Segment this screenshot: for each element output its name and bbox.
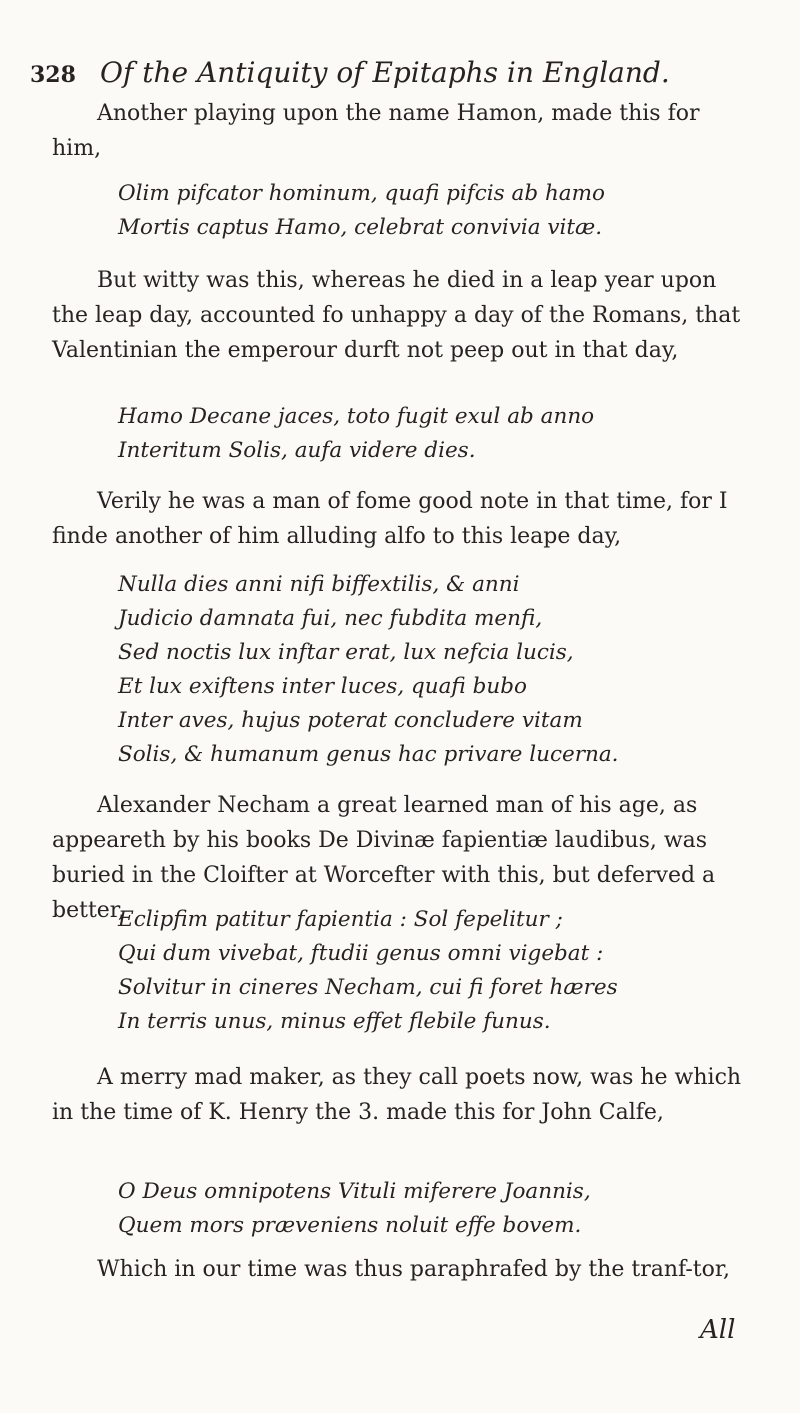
verse-line: Eclipfim patitur fapientia : Sol fepelitur ; bbox=[118, 907, 563, 932]
running-head: Of the Antiquity of Epitaphs in England. bbox=[100, 56, 670, 89]
page-number: 328 bbox=[30, 62, 76, 88]
verse-line: Sed noctis lux inftar erat, lux nefcia lucis, bbox=[118, 640, 574, 665]
verse-epitaph-3 bbox=[118, 568, 768, 772]
paragraph-text: A merry mad maker, as they call poets now, was he which in the time of K. Henry the 3. made this for John Calfe, bbox=[52, 1065, 742, 1125]
paragraph-text: Another playing upon the name Hamon, made this for him, bbox=[52, 101, 700, 161]
verse-line: Hamo Decane jaces, toto fugit exul ab anno bbox=[118, 404, 595, 429]
paragraph-3 bbox=[52, 484, 752, 554]
paragraph-text: Alexander Necham a great learned man of his age, as appeareth by his books De Divinæ fapientiæ laudibus, was buried in the Cloifter at Worcefter with this, but deferved a better, bbox=[52, 793, 716, 923]
verse-line: Solis, & humanum genus hac privare lucerna. bbox=[118, 742, 619, 767]
verse-line: Judicio damnata fui, nec fubdita menfi, bbox=[118, 606, 543, 631]
verse-line: Et lux exiftens inter luces, quafi bubo bbox=[118, 674, 527, 699]
verse-line: Solvitur in cineres Necham, cui fi foret hæres bbox=[118, 975, 618, 1000]
paragraph-text: Which in our time was thus paraphrafed by the tranf-tor, bbox=[97, 1257, 730, 1282]
verse-epitaph-1 bbox=[118, 177, 768, 245]
verse-epitaph-4 bbox=[118, 903, 768, 1039]
paragraph-6 bbox=[52, 1252, 752, 1287]
verse-line: Olim pifcator hominum, quafi pifcis ab hamo bbox=[118, 181, 605, 206]
verse-line: In terris unus, minus effet flebile funus. bbox=[118, 1009, 551, 1034]
verse-line: O Deus omnipotens Vituli miferere Joannis, bbox=[118, 1179, 591, 1204]
verse-epitaph-5 bbox=[118, 1175, 768, 1243]
verse-line: Nulla dies anni nifi biffextilis, & anni bbox=[118, 572, 520, 597]
paragraph-5 bbox=[52, 1060, 752, 1130]
catchword: All bbox=[700, 1315, 736, 1345]
paragraph-2 bbox=[52, 263, 752, 368]
verse-line: Interitum Solis, aufa videre dies. bbox=[118, 438, 476, 463]
paragraph-text: But witty was this, whereas he died in a leap year upon the leap day, accounted fo unhappy a day of the Romans, that Valentinian the emperour durft not peep out in that day, bbox=[52, 268, 741, 363]
verse-line: Quem mors præveniens noluit effe bovem. bbox=[118, 1213, 582, 1238]
verse-epitaph-2 bbox=[118, 400, 768, 468]
paragraph-text: Verily he was a man of fome good note in that time, for I finde another of him alluding alfo to this leape day, bbox=[52, 489, 728, 549]
paragraph-1 bbox=[52, 96, 752, 166]
verse-line: Qui dum vivebat, ftudii genus omni vigebat : bbox=[118, 941, 604, 966]
verse-line: Mortis captus Hamo, celebrat convivia vitæ. bbox=[118, 215, 603, 240]
page-header bbox=[30, 56, 770, 96]
verse-line: Inter aves, hujus poterat concludere vitam bbox=[118, 708, 583, 733]
